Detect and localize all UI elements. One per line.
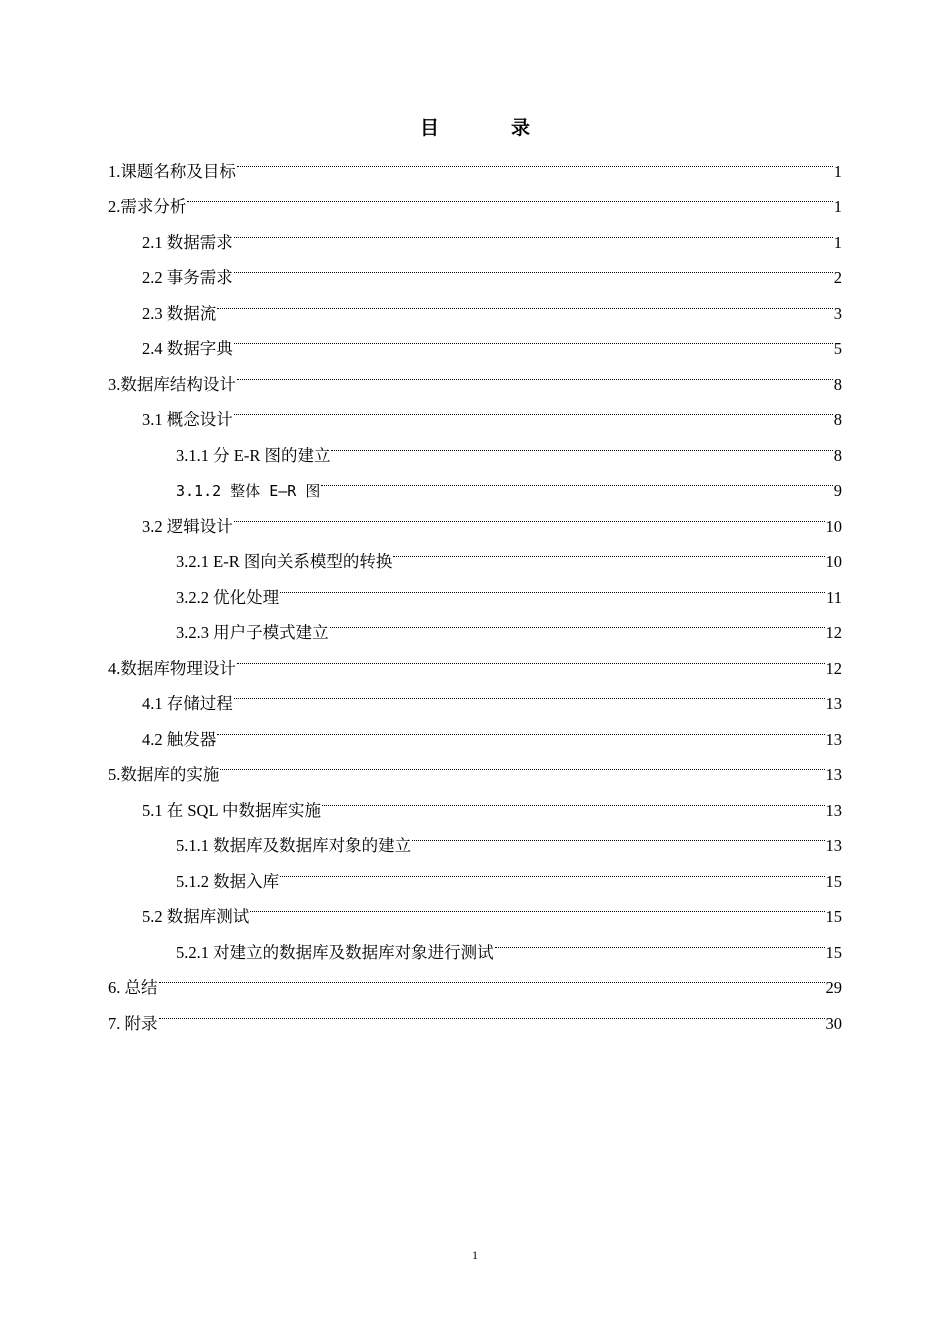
toc-dot-leader: [280, 851, 824, 887]
toc-dot-leader: [412, 816, 824, 852]
toc-dot-leader: [330, 603, 825, 639]
toc-entry[interactable]: [108, 745, 842, 784]
toc-entry-label: 5.数据库的实施: [108, 765, 220, 784]
toc-entry-label: 3.2 逻辑设计: [142, 516, 233, 536]
toc-title: [0, 113, 950, 140]
toc-dot-leader: [234, 319, 833, 355]
toc-entry-label: 5.2.1 对建立的数据库及数据库对象进行测试: [176, 942, 494, 962]
toc-dot-leader: [217, 709, 824, 745]
toc-entry[interactable]: [108, 177, 842, 216]
toc-entry-label: 2.2 事务需求: [142, 268, 233, 287]
toc-entry-page: 13: [825, 836, 842, 855]
toc-dot-leader: [280, 567, 825, 603]
toc-entry-page: 15: [825, 907, 842, 926]
toc-entry-label: 6. 总结: [108, 978, 158, 997]
toc-dot-leader: [321, 461, 832, 497]
toc-entry-page: 1: [833, 161, 842, 181]
toc-dot-leader: [234, 212, 833, 248]
toc-entry-label: 3.1.1 分 E-R 图的建立: [176, 445, 331, 465]
toc-entry-label: 5.1.2 数据入库: [176, 871, 280, 891]
toc-entry-page: 12: [825, 623, 842, 642]
toc-entry-page: 5: [833, 339, 842, 358]
toc-dot-leader: [331, 425, 832, 461]
toc-entry[interactable]: [108, 141, 842, 181]
toc-entry-page: 3: [833, 303, 842, 323]
toc-entry-label: 2.1 数据需求: [142, 232, 233, 252]
toc-entry-label: 3.1 概念设计: [142, 410, 233, 429]
toc-entry-label: 7. 附录: [108, 1013, 158, 1033]
toc-entry-page: 10: [825, 552, 842, 571]
toc-entry-label: 4.2 触发器: [142, 729, 217, 749]
toc-entry-label: 4.数据库物理设计: [108, 658, 236, 678]
toc-entry-page: 13: [825, 729, 842, 749]
page-number: 1: [472, 1248, 478, 1262]
toc-entry-label: 3.2.1 E-R 图向关系模型的转换: [176, 552, 393, 571]
toc-entry-page: 2: [833, 268, 842, 287]
toc-dot-leader: [322, 780, 824, 816]
toc-entry-page: 11: [826, 587, 842, 607]
toc-dot-leader: [234, 248, 833, 284]
toc-entry-label: 5.2 数据库测试: [142, 907, 250, 926]
toc-entry-page: 8: [833, 374, 842, 394]
toc-dot-leader: [495, 922, 825, 958]
toc-entry-label: 3.2.2 优化处理: [176, 587, 280, 607]
toc-entry[interactable]: [108, 212, 842, 252]
toc-entry-page: 1: [833, 232, 842, 252]
toc-dot-leader: [187, 177, 832, 213]
toc-entry-label: 5.1 在 SQL 中数据库实施: [142, 800, 322, 820]
toc-dot-leader: [220, 745, 824, 781]
toc-list: [108, 141, 842, 1033]
toc-entry-page: 1: [833, 197, 842, 216]
toc-entry-page: 8: [833, 445, 842, 465]
toc-entry[interactable]: [108, 319, 842, 358]
toc-entry-page: 29: [825, 978, 842, 997]
toc-title-right: 录: [511, 117, 531, 139]
toc-dot-leader: [217, 283, 833, 319]
toc-dot-leader: [159, 958, 825, 994]
toc-dot-leader: [250, 887, 824, 923]
toc-entry[interactable]: [108, 993, 842, 1033]
toc-entry-label: 3.1.2 整体 E–R 图: [176, 482, 321, 500]
toc-entry-page: 13: [825, 765, 842, 784]
toc-entry-label: 2.4 数据字典: [142, 339, 233, 358]
toc-entry-page: 15: [825, 871, 842, 891]
toc-title-left: 目: [419, 117, 439, 139]
toc-entry-label: 4.1 存储过程: [142, 694, 233, 713]
toc-entry-page: 9: [833, 481, 842, 500]
toc-entry-page: 8: [833, 410, 842, 429]
toc-entry-page: 30: [825, 1013, 842, 1033]
toc-dot-leader: [234, 674, 825, 710]
toc-entry[interactable]: [108, 709, 842, 749]
toc-entry-page: 10: [825, 516, 842, 536]
toc-entry-page: 12: [825, 658, 842, 678]
toc-entry-label: 1.课题名称及目标: [108, 161, 236, 181]
toc-entry-label: 5.1.1 数据库及数据库对象的建立: [176, 836, 412, 855]
toc-dot-leader: [393, 532, 824, 568]
toc-dot-leader: [237, 354, 833, 390]
toc-entry-label: 3.2.3 用户子模式建立: [176, 623, 329, 642]
toc-entry-page: 15: [825, 942, 842, 962]
toc-dot-leader: [237, 141, 833, 177]
toc-dot-leader: [159, 993, 825, 1029]
toc-entry[interactable]: [108, 283, 842, 323]
toc-dot-leader: [237, 638, 825, 674]
toc-entry-page: 13: [825, 694, 842, 713]
toc-dot-leader: [234, 496, 825, 532]
toc-entry[interactable]: [108, 958, 842, 997]
toc-entry-page: 13: [825, 800, 842, 820]
toc-entry-label: 2.需求分析: [108, 197, 187, 216]
toc-dot-leader: [234, 390, 833, 426]
toc-entry-label: 2.3 数据流: [142, 303, 217, 323]
toc-entry-label: 3.数据库结构设计: [108, 374, 236, 394]
